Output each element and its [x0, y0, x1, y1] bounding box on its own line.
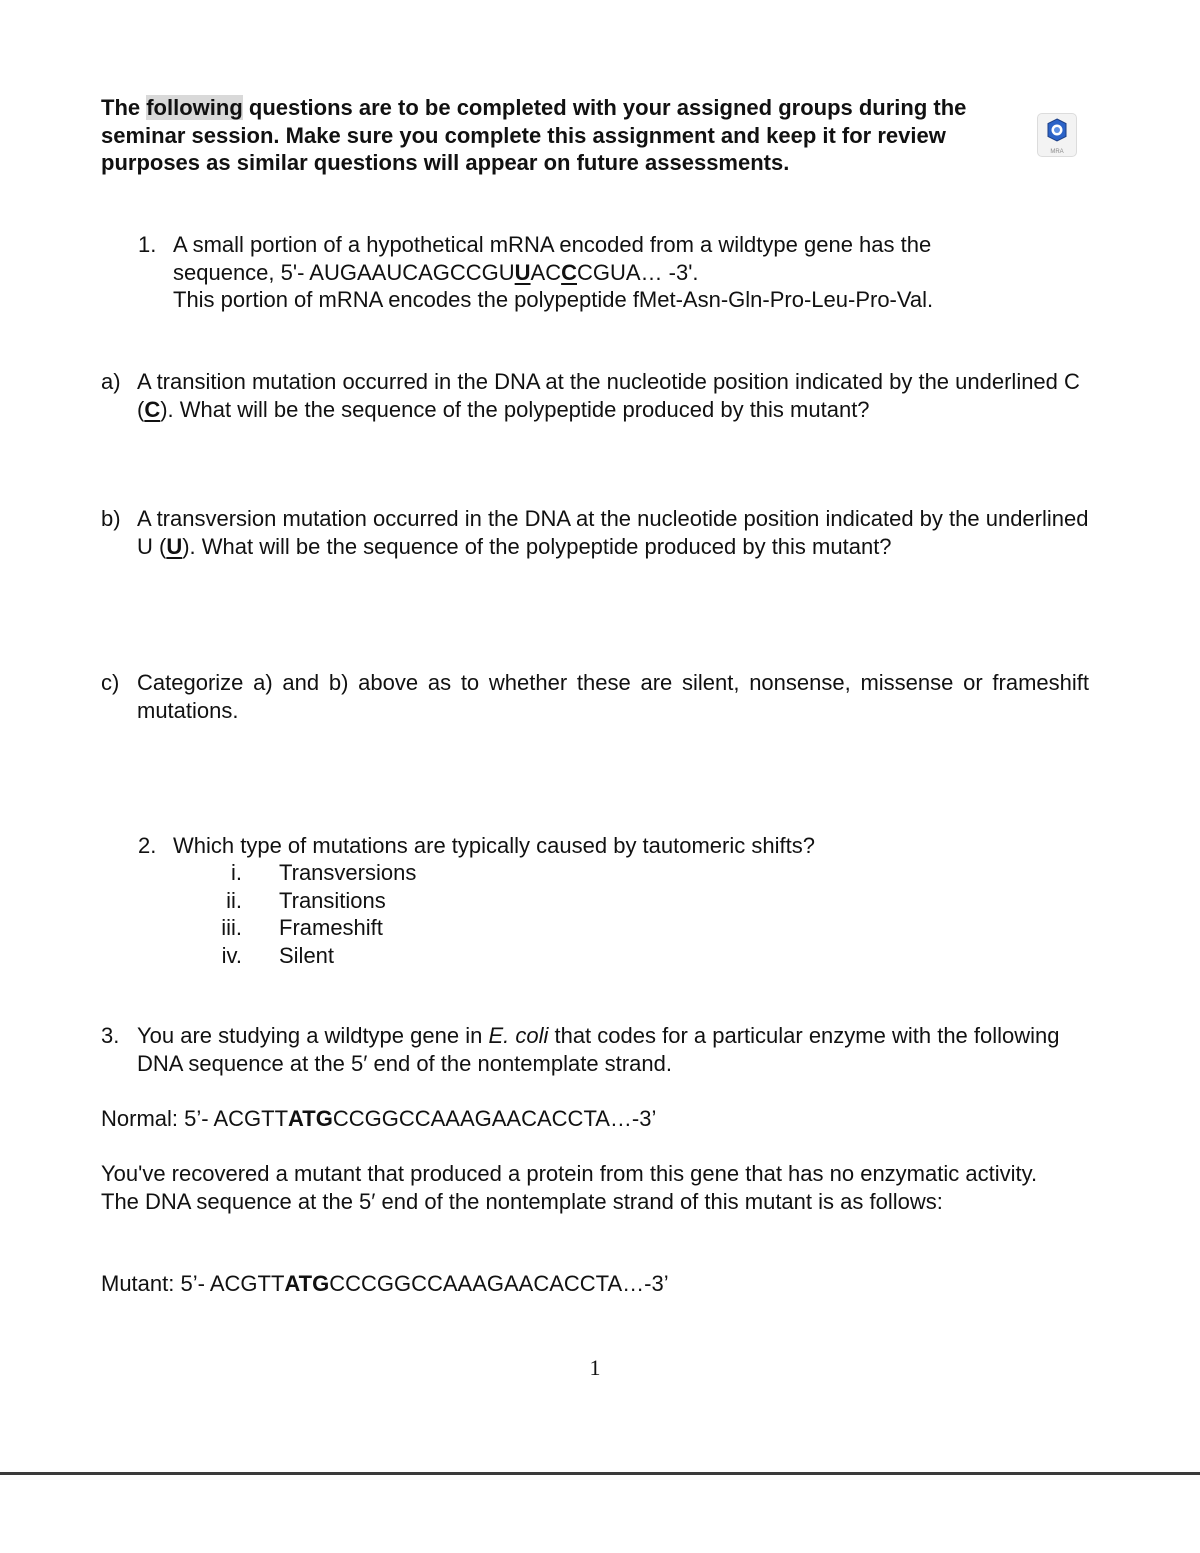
underlined-c: C [561, 259, 577, 285]
question-1b-label: b) [101, 506, 121, 531]
question-1b-text-end: ). What will be the sequence of the polypeptide produced by this mutant? [182, 533, 892, 559]
sequence-prefix: sequence, 5'- AUGAAUCAGCCGU [173, 259, 515, 285]
instructions-paragraph [101, 94, 1046, 177]
question-1c-label: c) [101, 670, 120, 695]
question-1a-text [137, 368, 1089, 423]
question-1b-mark: U [166, 533, 183, 559]
question-1b-text-start: A transversion mutation occurred in the DNA at the nucleotide position indicated by the underlined U ( [137, 506, 1089, 559]
app-logo-icon [1046, 118, 1068, 142]
option-item [140, 859, 540, 887]
question-2-number: 2. [138, 833, 157, 858]
option-label: Frameshift [279, 915, 383, 940]
question-3-text [137, 1022, 1067, 1077]
option-label: Silent [279, 942, 335, 968]
normal-start-codon: ATG [288, 1106, 333, 1131]
question-3-text-end: that codes for a particular enzyme with the following DNA sequence at the 5′ end of the nontemplate strand. [137, 1023, 1060, 1076]
question-1-line-1: A small portion of a hypothetical mRNA encoded from a wildtype gene has the [173, 232, 932, 257]
sequence-suffix: CGUA… -3'. [577, 259, 699, 285]
question-3-number: 3. [101, 1023, 120, 1048]
underlined-u: U [514, 259, 531, 285]
normal-sequence-suffix: CCGGCCAAAGAACACCTA…-3’ [332, 1106, 657, 1131]
question-1-sequence [173, 259, 1033, 287]
option-item [140, 914, 540, 942]
question-3-text-start: You are studying a wildtype gene in [137, 1023, 489, 1048]
page-divider [0, 1472, 1200, 1475]
highlighted-word: following [146, 95, 243, 120]
mutant-description: You've recovered a mutant that produced a protein from this gene that has no enzymatic activity. The DNA sequence at the 5′ end of the nontemplate strand of this mutant is as follows: [101, 1161, 1038, 1214]
option-item [140, 887, 540, 915]
page-number: 1 [589, 1355, 601, 1380]
mutant-start-codon: ATG [284, 1271, 330, 1296]
question-1a-label: a) [101, 369, 121, 394]
option-roman: iii. [221, 915, 242, 940]
mutant-sequence-prefix: Mutant: 5’- ACGTT [101, 1271, 285, 1296]
mutant-sequence [101, 1270, 669, 1298]
sequence-middle: AC [530, 259, 562, 285]
badge-caption: MRA [1050, 149, 1064, 155]
question-2-options [140, 859, 540, 974]
question-1c-text: Categorize a) and b) above as to whether these are silent, nonsense, missense or frameshift mutations. [137, 670, 1089, 723]
question-1a-text-end: ). What will be the sequence of the polypeptide produced by this mutant? [160, 396, 870, 422]
option-label: Transversions [279, 860, 417, 885]
instructions-text-start: The [101, 95, 147, 120]
option-roman: iv. [221, 942, 242, 968]
mutant-sequence-suffix: CCCGGCCAAAGAACACCTA…-3’ [329, 1271, 669, 1296]
question-2-text: Which type of mutations are typically caused by tautomeric shifts? [173, 833, 815, 858]
instructions-text-rest: questions are to be completed with your assigned groups during the seminar session. Make sure you complete this assignment and keep it for review purposes as similar questions will appear on future assessments. [101, 95, 967, 175]
option-item [140, 942, 540, 970]
normal-sequence [101, 1105, 656, 1133]
option-label: Transitions [279, 887, 386, 913]
question-1a-text-start: A transition mutation occurred in the DNA at the nucleotide position indicated by the underlined C ( [137, 369, 1080, 422]
question-1-polypeptide: This portion of mRNA encodes the polypeptide fMet-Asn-Gln-Pro-Leu-Pro-Val. [173, 287, 934, 312]
question-1-text [173, 231, 1033, 314]
option-roman: i. [231, 860, 242, 885]
app-badge[interactable] [1037, 113, 1077, 157]
normal-sequence-prefix: Normal: 5’- ACGTT [101, 1106, 289, 1131]
option-roman: ii. [226, 887, 242, 913]
question-1a-mark: C [144, 396, 161, 422]
organism-name: E. coli [488, 1023, 549, 1048]
question-1-number: 1. [138, 232, 157, 257]
question-1b-text [137, 505, 1089, 560]
